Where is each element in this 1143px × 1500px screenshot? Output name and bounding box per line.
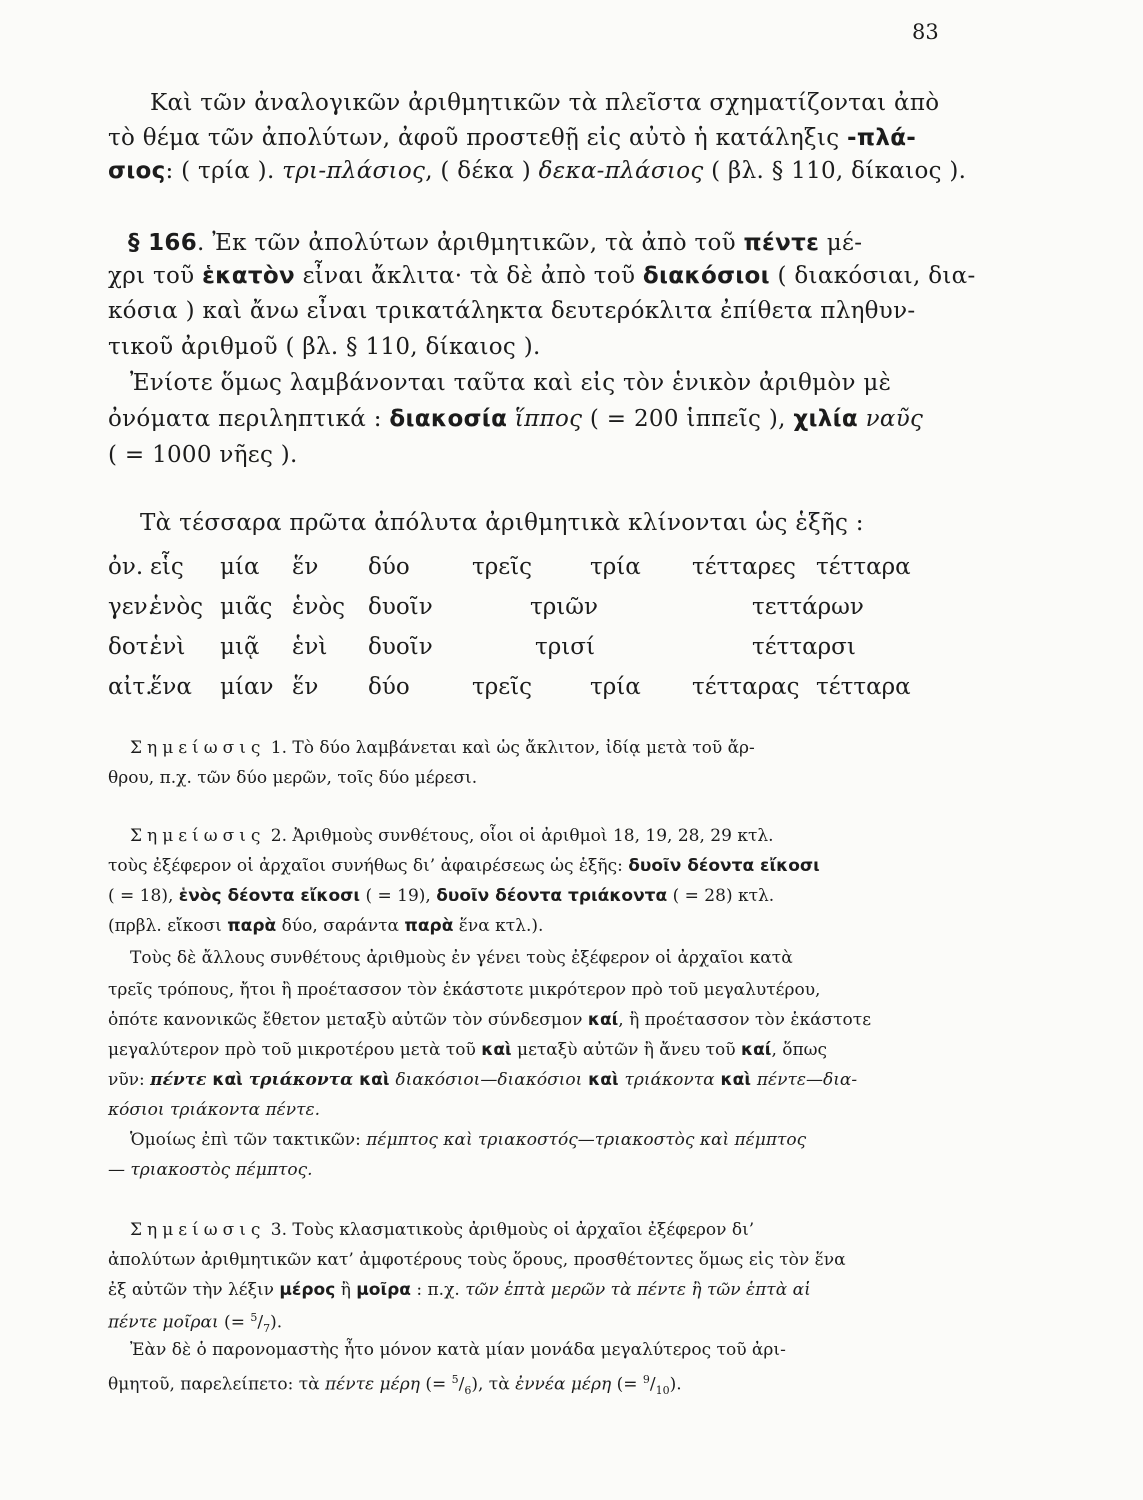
table-cell: ἑνὸς [292, 594, 346, 620]
note-label: Σημείωσις [130, 1220, 266, 1240]
table-cell: τρισί [535, 634, 595, 660]
note-line: Σημείωσις 1. Τὸ δύο λαμβάνεται καὶ ὡς ἄκλιτον, ἰδίᾳ μετὰ τοῦ ἄρ- [130, 738, 755, 758]
table-cell: ἑνὸς [150, 594, 204, 620]
text-line: χρι τοῦ ἑκατὸν εἶναι ἄκλιτα· τὰ δὲ ἀπὸ τοῦ διακόσιοι ( διακόσιαι, δια- [108, 263, 976, 289]
table-cell: εἷς [150, 554, 184, 580]
case-label: δοτ. [108, 634, 156, 660]
table-cell: δυοῖν [368, 594, 433, 620]
table-cell: ἕν [292, 554, 319, 580]
note-line: πέντε μοῖραι (= $^5/_7$). [108, 1311, 283, 1336]
note-line: τοὺς ἐξέφερον οἱ ἀρχαῖοι συνήθως δι’ ἀφαιρέσεως ὡς ἑξῆς: δυοῖν δέοντα εἴκοσι [108, 856, 820, 876]
text-line: Καὶ τῶν ἀναλογικῶν ἀριθμητικῶν τὰ πλεῖστα σχηματίζονται ἀπὸ [150, 90, 940, 116]
table-cell: τρία [590, 674, 641, 700]
text-line: τικοῦ ἀριθμοῦ ( βλ. § 110, δίκαιος ). [108, 334, 541, 360]
table-cell: μίαν [220, 674, 274, 700]
table-cell: τέτταρα [816, 554, 911, 580]
table-cell: ἑνὶ [150, 634, 186, 660]
case-label: αἰτ. [108, 674, 153, 700]
note-line: Σημείωσις 3. Τοὺς κλασματικοὺς ἀριθμοὺς οἱ ἀρχαῖοι ἐξέφερον δι’ [130, 1220, 755, 1240]
note-line: Ὁμοίως ἐπὶ τῶν τακτικῶν: πέμπτος καὶ τριακοστός—τριακοστὸς καὶ πέμπτος [130, 1130, 807, 1150]
note-line: Ἐὰν δὲ ὁ παρονομαστὴς ἦτο μόνον κατὰ μίαν μονάδα μεγαλύτερος τοῦ ἀρι- [130, 1340, 786, 1360]
section-number: § 166 [128, 230, 198, 256]
text-line: ὀνόματα περιληπτικά : διακοσία ἵππος ( = 200 ἱππεῖς ), χιλία ναῦς [108, 406, 924, 432]
table-cell: ἑνὶ [292, 634, 328, 660]
table-cell: μιᾷ [220, 634, 260, 660]
table-cell: μία [220, 554, 260, 580]
table-cell: τεττάρων [752, 594, 864, 620]
note-line: ἀπολύτων ἀριθμητικῶν κατ’ ἀμφοτέρους τοὺς ὅρους, προσθέτοντες ὅμως εἰς τὸν ἕνα [108, 1250, 846, 1270]
table-intro: Τὰ τέσσαρα πρῶτα ἀπόλυτα ἀριθμητικὰ κλίνονται ὡς ἑξῆς : [140, 510, 864, 536]
table-cell: τέτταρας [692, 674, 800, 700]
note-line: νῦν: πέντε καὶ τριάκοντα καὶ διακόσιοι—διακόσιοι καὶ τριάκοντα καὶ πέντε—δια- [108, 1070, 858, 1090]
note-label: Σημείωσις [130, 826, 266, 846]
note-line: μεγαλύτερον πρὸ τοῦ μικροτέρου μετὰ τοῦ καὶ μεταξὺ αὐτῶν ἢ ἄνευ τοῦ καί, ὅπως [108, 1040, 828, 1060]
table-cell: τρεῖς [472, 554, 533, 580]
text-line: Ἐνίοτε ὅμως λαμβάνονται ταῦτα καὶ εἰς τὸν ἑνικὸν ἀριθμὸν μὲ [130, 370, 892, 396]
table-cell: τέτταρσι [752, 634, 856, 660]
note-line: Τοὺς δὲ ἄλλους συνθέτους ἀριθμοὺς ἐν γένει τοὺς ἐξέφερον οἱ ἀρχαῖοι κατὰ [130, 948, 793, 968]
table-cell: τρία [590, 554, 641, 580]
note-line: — τριακοστὸς πέμπτος. [108, 1160, 313, 1180]
table-cell: δύο [368, 674, 410, 700]
section-heading-line: § 166. Ἐκ τῶν ἀπολύτων ἀριθμητικῶν, τὰ ἀπὸ τοῦ πέντε μέ- [128, 230, 863, 256]
text-line: ( = 1000 νῆες ). [108, 442, 298, 468]
table-cell: τριῶν [530, 594, 599, 620]
text-line: κόσια ) καὶ ἄνω εἶναι τρικατάληκτα δευτερόκλιτα ἐπίθετα πληθυν- [108, 298, 916, 324]
note-label: Σημείωσις [130, 738, 266, 758]
case-label: ὀν. [108, 554, 144, 580]
note-line: θρου, π.χ. τῶν δύο μερῶν, τοῖς δύο μέρεσι. [108, 768, 478, 788]
table-cell: μιᾶς [220, 594, 273, 620]
text-line: τὸ θέμα τῶν ἀπολύτων, ἀφοῦ προστεθῇ εἰς αὐτὸ ἡ κατάληξις -πλά- [108, 125, 917, 151]
note-line: ἐξ αὐτῶν τὴν λέξιν μέρος ἢ μοῖρα : π.χ. τῶν ἑπτὰ μερῶν τὰ πέντε ἢ τῶν ἑπτὰ αἱ [108, 1280, 811, 1300]
table-cell: δύο [368, 554, 410, 580]
table-cell: τρεῖς [472, 674, 533, 700]
table-cell: ἕνα [150, 674, 192, 700]
note-line: τρεῖς τρόπους, ἤτοι ἢ προέτασσον τὸν ἑκάστοτε μικρότερον πρὸ τοῦ μεγαλυτέρου, [108, 980, 821, 1000]
text-line: σιος: ( τρία ). τρι-πλάσιος, ( δέκα ) δεκα-πλάσιος ( βλ. § 110, δίκαιος ). [108, 158, 967, 184]
table-cell: τέτταρα [816, 674, 911, 700]
page-number: 83 [912, 20, 939, 44]
note-line: Σημείωσις 2. Ἀριθμοὺς συνθέτους, οἷοι οἱ ἀριθμοὶ 18, 19, 28, 29 κτλ. [130, 826, 774, 846]
note-line: ( = 18), ἑνὸς δέοντα εἴκοσι ( = 19), δυοῖν δέοντα τριάκοντα ( = 28) κτλ. [108, 886, 775, 906]
table-cell: δυοῖν [368, 634, 433, 660]
table-cell: τέτταρες [692, 554, 796, 580]
note-line: κόσιοι τριάκοντα πέντε. [108, 1100, 321, 1120]
case-label: γεν. [108, 594, 155, 620]
note-line: ὁπότε κανονικῶς ἔθετον μεταξὺ αὐτῶν τὸν σύνδεσμον καί, ἢ προέτασσον τὸν ἑκάστοτε [108, 1010, 871, 1030]
note-line: (πρβλ. εἴκοσι παρὰ δύο, σαράντα παρὰ ἕνα κτλ.). [108, 916, 544, 936]
table-cell: ἕν [292, 674, 319, 700]
note-line: θμητοῦ, παρελείπετο: τὰ πέντε μέρη (= $^5/_6$), τὰ ἐννέα μέρη (= $^9/_{10}$). [108, 1373, 682, 1398]
